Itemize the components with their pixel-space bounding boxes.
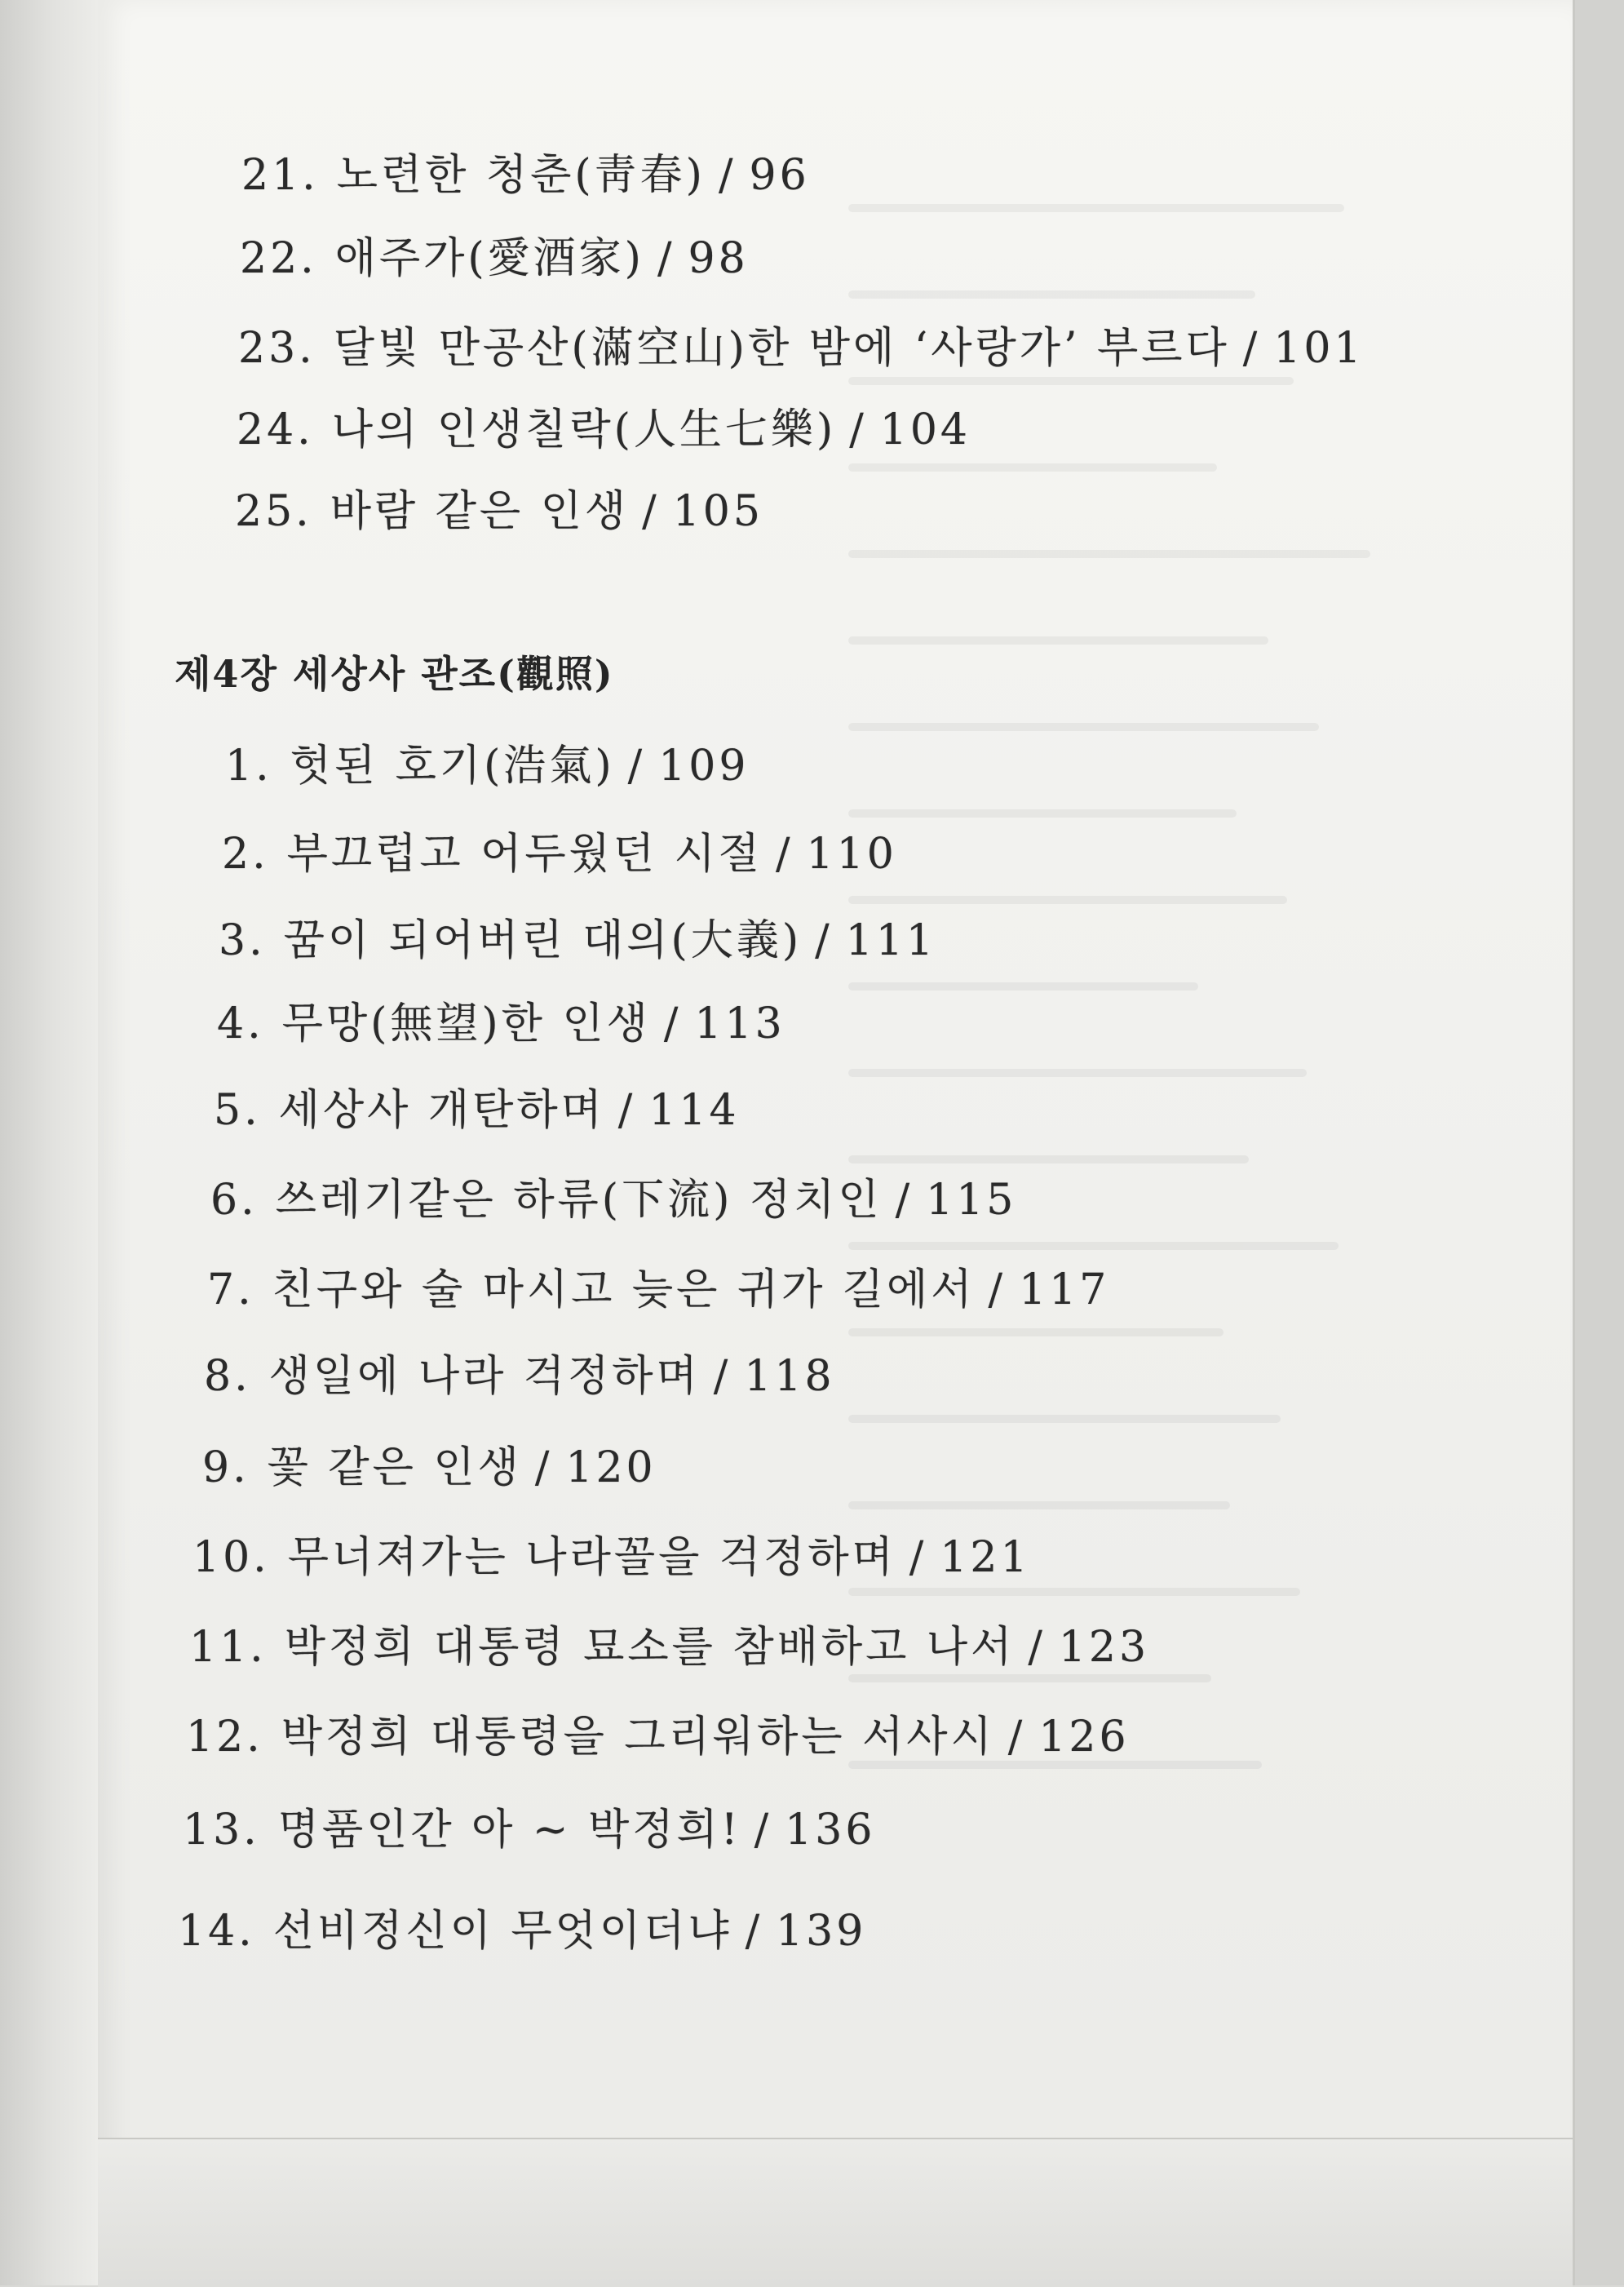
entry-page: 113	[694, 999, 785, 1048]
entry-title: 부끄럽고 어두웠던 시절	[286, 830, 763, 879]
entry-separator: /	[895, 1176, 914, 1225]
toc-entry	[192, 1522, 1031, 1584]
toc-entry	[241, 140, 810, 202]
entry-number: 23.	[238, 324, 316, 373]
entry-separator: /	[776, 830, 794, 879]
toc-entry	[219, 906, 936, 967]
entry-title: 나의 인생칠락(人生七樂)	[331, 406, 837, 454]
entry-separator: /	[815, 916, 833, 965]
entry-page: 117	[1019, 1265, 1110, 1314]
entry-page: 104	[879, 406, 971, 454]
chapter-heading: 제4장 세상사 관조(觀照)	[175, 652, 614, 696]
entry-title: 세상사 개탄하며	[278, 1086, 605, 1135]
entry-title: 선비정신이 무엇이더냐	[272, 1907, 732, 1956]
toc-entry	[217, 989, 785, 1050]
entry-title: 무너져가는 나라꼴을 걱정하며	[287, 1533, 896, 1582]
entry-title: 헛된 호기(浩氣)	[290, 742, 615, 791]
entry-page: 123	[1058, 1623, 1150, 1672]
entry-title: 무망(無望)한 인생	[281, 999, 651, 1048]
entry-separator: /	[534, 1443, 553, 1492]
entry-separator: /	[642, 487, 660, 536]
entry-number: 22.	[240, 234, 317, 283]
entry-separator: /	[627, 742, 646, 791]
toc-entry	[222, 819, 897, 880]
toc-entry	[238, 313, 1365, 375]
entry-number: 10.	[192, 1533, 270, 1582]
toc-entry	[183, 1795, 875, 1856]
entry-number: 21.	[241, 151, 319, 200]
entry-number: 12.	[186, 1713, 263, 1762]
entry-separator: /	[909, 1533, 927, 1582]
entry-number: 25.	[235, 487, 312, 536]
toc-entry	[189, 1612, 1149, 1673]
entry-separator: /	[663, 999, 682, 1048]
entry-number: 3.	[219, 916, 266, 965]
entry-title: 달빛 만공산(滿空山)한 밤에 ‘사랑가’ 부르다	[333, 324, 1230, 373]
toc-entry	[214, 1075, 740, 1137]
entry-separator: /	[1242, 324, 1261, 373]
entry-number: 24.	[237, 406, 314, 454]
entry-page: 120	[565, 1443, 657, 1492]
entry-number: 2.	[222, 830, 269, 879]
toc-entry	[186, 1702, 1130, 1763]
entry-title: 쓰레기같은 하류(下流) 정치인	[275, 1176, 883, 1225]
toc-entry	[240, 224, 749, 285]
entry-separator: /	[1007, 1713, 1026, 1762]
entry-title: 박정희 대통령을 그리워하는 서사시	[281, 1713, 995, 1762]
entry-separator: /	[988, 1265, 1007, 1314]
toc-entry	[237, 395, 971, 456]
entry-title: 명품인간 아 ~ 박정희!	[277, 1806, 741, 1855]
entry-number: 9.	[202, 1443, 250, 1492]
entry-separator: /	[657, 234, 675, 283]
entry-number: 6.	[210, 1176, 258, 1225]
entry-page: 111	[845, 916, 936, 965]
entry-title: 생일에 나라 걱정하며	[268, 1352, 701, 1401]
entry-title: 노련한 청춘(靑春)	[336, 151, 706, 200]
entry-page: 139	[776, 1907, 867, 1956]
entry-separator: /	[617, 1086, 636, 1135]
entry-page: 126	[1038, 1713, 1130, 1762]
entry-number: 13.	[183, 1806, 260, 1855]
entry-page: 98	[688, 234, 749, 283]
entry-title: 애주가(愛酒家)	[334, 234, 644, 283]
toc-entry	[204, 1341, 835, 1403]
toc-entry	[202, 1433, 657, 1494]
entry-page: 101	[1273, 324, 1365, 373]
toc-entry	[235, 476, 763, 538]
entry-page: 121	[940, 1533, 1031, 1582]
toc-entry	[210, 1165, 1016, 1226]
entry-separator: /	[754, 1806, 772, 1855]
entry-separator: /	[1028, 1623, 1046, 1672]
toc-entry	[225, 731, 749, 792]
entry-title: 친구와 술 마시고 늦은 귀가 길에서	[272, 1265, 976, 1314]
entry-page: 109	[658, 742, 750, 791]
entry-separator: /	[718, 151, 737, 200]
toc-entry	[178, 1896, 866, 1957]
entry-number: 8.	[204, 1352, 251, 1401]
toc-entry	[207, 1255, 1109, 1316]
entry-page: 136	[785, 1806, 876, 1855]
entry-number: 5.	[214, 1086, 261, 1135]
entry-title: 박정희 대통령 묘소를 참배하고 나서	[284, 1623, 1016, 1672]
entry-separator: /	[849, 406, 867, 454]
entry-page: 110	[806, 830, 897, 879]
entry-number: 11.	[189, 1623, 267, 1672]
entry-number: 14.	[178, 1907, 255, 1956]
entry-separator: /	[713, 1352, 732, 1401]
entry-number: 4.	[217, 999, 264, 1048]
entry-page: 105	[672, 487, 763, 536]
entry-page: 118	[744, 1352, 835, 1401]
entry-page: 114	[648, 1086, 740, 1135]
entry-page: 115	[926, 1176, 1017, 1225]
entry-separator: /	[745, 1907, 763, 1956]
entry-number: 1.	[225, 742, 272, 791]
entry-title: 바람 같은 인생	[330, 487, 630, 536]
entry-page: 96	[749, 151, 810, 200]
entry-number: 7.	[207, 1265, 254, 1314]
entry-title: 꽃 같은 인생	[267, 1443, 522, 1492]
entry-title: 꿈이 되어버린 대의(大義)	[283, 916, 803, 965]
